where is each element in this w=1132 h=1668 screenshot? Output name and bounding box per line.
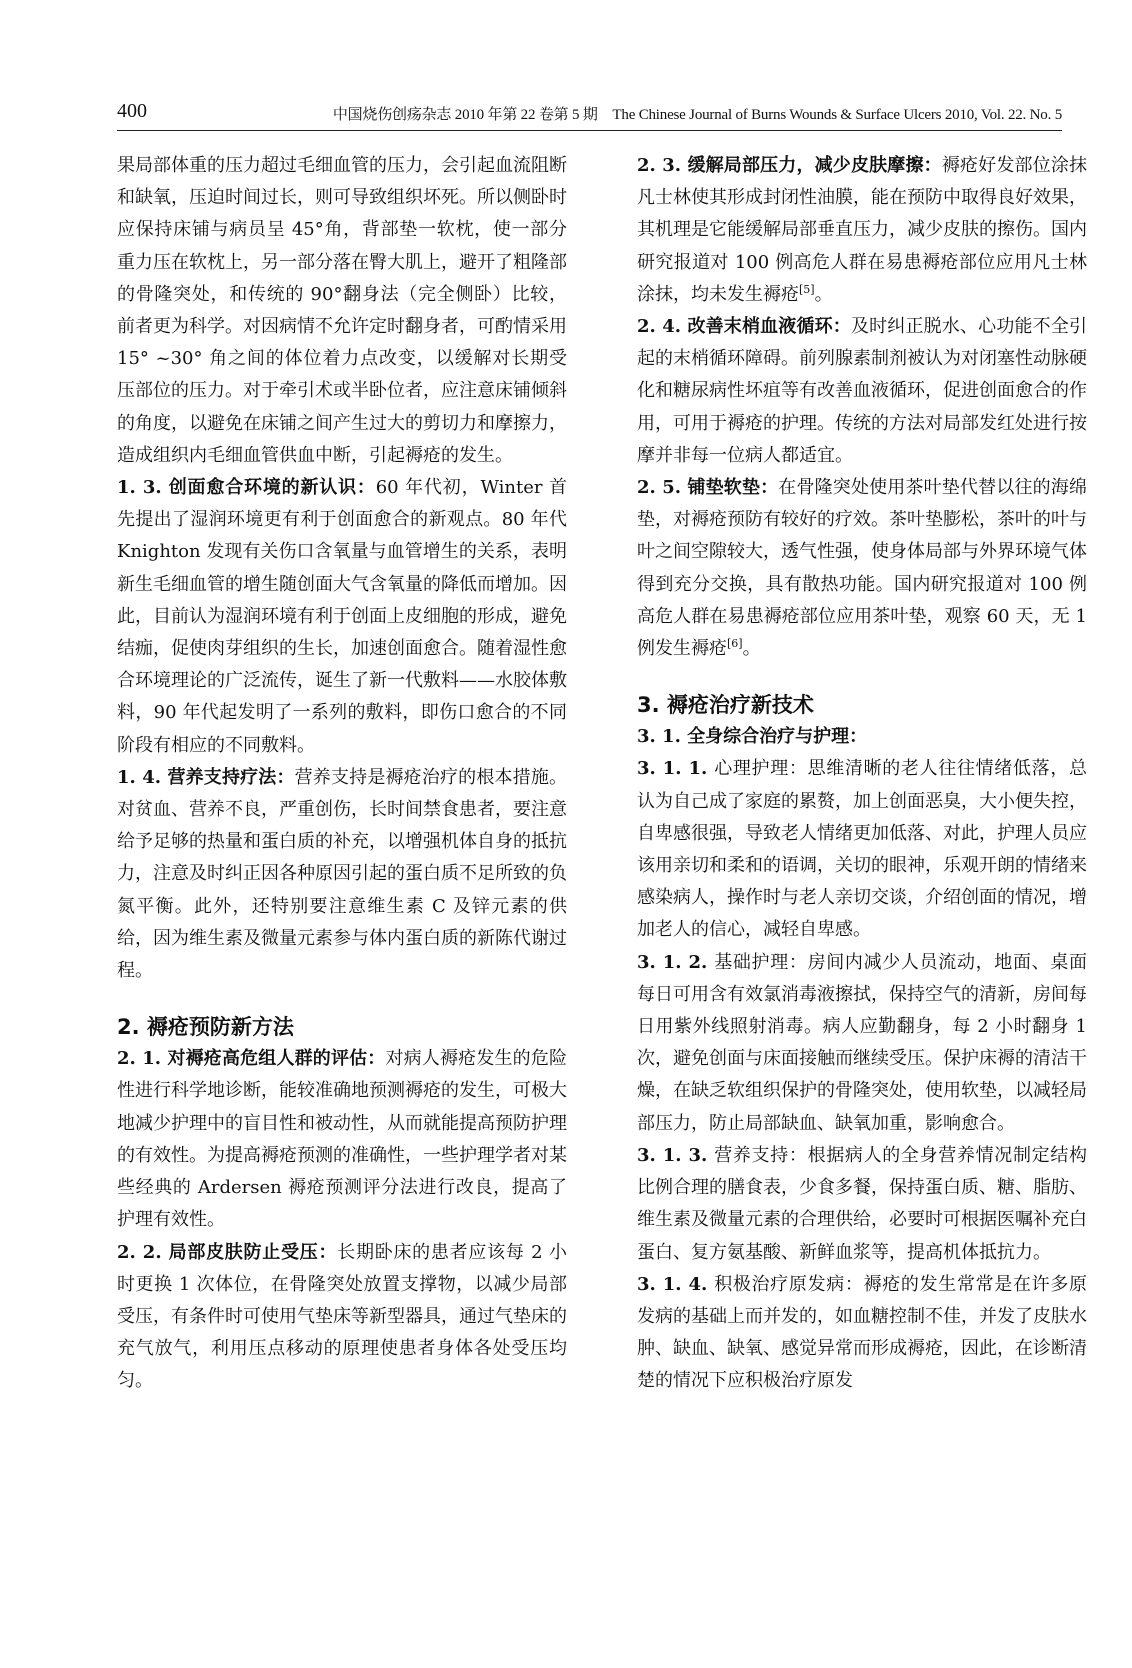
right-column <box>637 150 1087 1398</box>
left-column <box>117 150 567 1398</box>
section-3-1-2 <box>637 947 1087 1140</box>
section-2-1-heading: 2. 1. 对褥疮高危组人群的评估： <box>117 1048 386 1070</box>
section-2-4-heading: 2. 4. 改善末梢血液循环： <box>637 316 851 338</box>
section-1-3 <box>117 472 567 762</box>
section-2-3-heading: 2. 3. 缓解局部压力，减少皮肤摩擦： <box>637 155 942 176</box>
section-2-heading: 2. 褥疮预防新方法 <box>117 1015 294 1040</box>
section-3-1-3-heading: 3. 1. 3. <box>637 1144 715 1166</box>
section-2-2-heading: 2. 2. 局部皮肤防止受压： <box>117 1241 338 1263</box>
section-2-3-end: 。 <box>814 283 833 305</box>
section-2-4-text: 及时纠正脱水、心功能不全引起的末梢循环障碍。前列腺素制剂被认为对闭塞性动脉硬化和糖尿病性坏疽等有改善血液循环，促进创面愈合的作用，可用于褥疮的护理。传统的方法对局部发红处进行按摩并非每一位病人都适宜。 <box>637 316 1087 466</box>
section-2-5 <box>637 472 1087 665</box>
section-2-3 <box>637 150 1087 311</box>
continued-paragraph: 果局部体重的压力超过毛细血管的压力，会引起血流阻断和缺氧，压迫时间过长，则可导致组织坏死。所以侧卧时应保持床铺与病员呈 45°角，背部垫一软枕，使一部分重力压在软枕上，另一部分落在臀大肌上，避开了粗隆部的骨隆突处，和传统的 90°翻身法（完全侧卧）比较，前者更为科学。对因病情不允许定时翻身者，可酌情采用 15° ~30° 角之间的体位着力点改变，以缓解对长期受压部位的压力。对于牵引术或半卧位者，应注意床铺倾斜的角度，以避免在床铺之间产生过大的剪切力和摩擦力，造成组织内毛细血管供血中断，引起褥疮的发生。 <box>117 155 567 466</box>
section-1-3-heading: 1. 3. 创面愈合环境的新认识： <box>117 477 376 499</box>
section-1-4-text: 营养支持是褥疮治疗的根本措施。对贫血、营养不良，严重创伤，长时间禁食患者，要注意给予足够的热量和蛋白质的补充，以增强机体自身的抵抗力，注意及时纠正因各种原因引起的蛋白质不足所致的负氮平衡。此外，还特别要注意维生素 C 及锌元素的供给，因为维生素及微量元素参与体内蛋白质的新陈代谢过程。 <box>117 766 567 982</box>
section-3-1-1-text: 心理护理：思维清晰的老人往往情绪低落，总认为自己成了家庭的累赘，加上创面恶臭，大小便失控，自卑感很强，导致老人情绪更加低落、对此，护理人员应该用亲切和柔和的语调，关切的眼神，乐观开朗的情绪来感染病人，操作时与老人亲切交谈，介绍创面的情况，增加老人的信心，减轻自卑感。 <box>637 758 1087 941</box>
section-3-1-4-text: 积极治疗原发病：褥疮的发生常常是在许多原发病的基础上而并发的，如血糖控制不佳，并发了皮肤水肿、缺血、缺氧、感觉异常而形成褥疮，因此，在诊断清楚的情况下应积极治疗原发 <box>637 1273 1087 1392</box>
section-3-1-3 <box>637 1140 1087 1269</box>
running-title: 中国烧伤创疡杂志 2010 年第 22 卷第 5 期 The Chinese Journal of Burns Wounds & Surface Ulcers 2010, Vol. 22. No. 5 <box>332 107 1062 123</box>
section-2-1 <box>117 1043 567 1236</box>
section-3-1-2-text: 基础护理：房间内减少人员流动，地面、桌面每日可用含有效氯消毒液擦拭，保持空气的清新，房间每日用紫外线照射消毒。病人应勤翻身，每 2 小时翻身 1 次，避免创面与床面接触而继续受压。保护床褥的清洁干燥，在缺乏软组织保护的骨隆突处，使用软垫，以减轻局部压力，防止局部缺血、缺氧加重，影响愈合。 <box>637 951 1087 1134</box>
section-3-1 <box>637 721 1087 753</box>
section-3-1-heading: 3. 1. 全身综合治疗与护理： <box>637 726 868 748</box>
section-2-1-text: 对病人褥疮发生的危险性进行科学地诊断，能较准确地预测褥疮的发生，可极大地减少护理中的盲目性和被动性，从而就能提高预防护理的有效性。为提高褥疮预测的准确性，一些护理学者对某些经典的 Ardersen 褥疮预测评分法进行改良，提高了护理有效性。 <box>117 1048 567 1231</box>
running-header <box>117 100 1062 131</box>
section-3-1-1-heading: 3. 1. 1. <box>637 758 715 780</box>
section-2-2-text: 长期卧床的患者应该每 2 小时更换 1 次体位，在骨隆突处放置支撑物，以减少局部受压，有条件时可使用气垫床等新型器具，通过气垫床的充气放气，利用压点移动的原理使患者身体各处受压均匀。 <box>117 1241 567 1392</box>
section-3-1-2-heading: 3. 1. 2. <box>637 951 715 973</box>
section-2-5-text: 在骨隆突处使用茶叶垫代替以往的海绵垫，对褥疮预防有较好的疗效。茶叶垫膨松，茶叶的叶与叶之间空隙较大，透气性强，使身体局部与外界环境气体得到充分交换，具有散热功能。国内研究报道对 100 例高危人群在易患褥疮部位应用茶叶垫，观察 60 天，无 1 例发生褥疮 <box>637 477 1087 660</box>
citation-5: [5] <box>799 282 815 296</box>
section-3-1-4-heading: 3. 1. 4. <box>637 1273 715 1295</box>
section-1-3-text: 60 年代初，Winter 首先提出了湿润环境更有利于创面愈合的新观点。80 年代 Knighton 发现有关伤口含氧量与血管增生的关系，表明新生毛细血管的增生随创面大气含氧量的降低而增加。因此，目前认为湿润环境有利于创面上皮细胞的形成，避免结痂，促使肉芽组织的生长，加速创面愈合。随着湿性愈合环境理论的广泛流传，诞生了新一代敷料——水胶体敷料，90 年代起发明了一系列的敷料，即伤口愈合的不同阶段有相应的不同敷料。 <box>117 477 568 756</box>
section-1-4-heading: 1. 4. 营养支持疗法： <box>117 766 295 788</box>
section-3-heading: 3. 褥疮治疗新技术 <box>637 693 814 718</box>
section-3-1-3-text: 营养支持：根据病人的全身营养情况制定结构比例合理的膳食表，少食多餐，保持蛋白质、糖、脂肪、维生素及微量元素的合理供给，必要时可根据医嘱补充白蛋白、复方氨基酸、新鲜血浆等，提高机体抵抗力。 <box>637 1144 1087 1263</box>
section-1-4 <box>117 762 567 987</box>
page-number: 400 <box>117 100 147 122</box>
citation-6: [6] <box>727 637 743 651</box>
section-2-2 <box>117 1237 567 1398</box>
section-2-4 <box>637 311 1087 472</box>
section-3-1-4 <box>637 1269 1087 1398</box>
section-2-5-end: 。 <box>742 638 761 660</box>
section-2-3-text: 褥疮好发部位涂抹凡士林使其形成封闭性油膜，能在预防中取得良好效果，其机理是它能缓解局部垂直压力，减少皮肤的擦伤。国内研究报道对 100 例高危人群在易患褥疮部位应用凡士林涂抹，均未发生褥疮 <box>637 155 1087 305</box>
section-3-1-1 <box>637 753 1087 946</box>
section-2-5-heading: 2. 5. 铺垫软垫： <box>637 477 779 499</box>
